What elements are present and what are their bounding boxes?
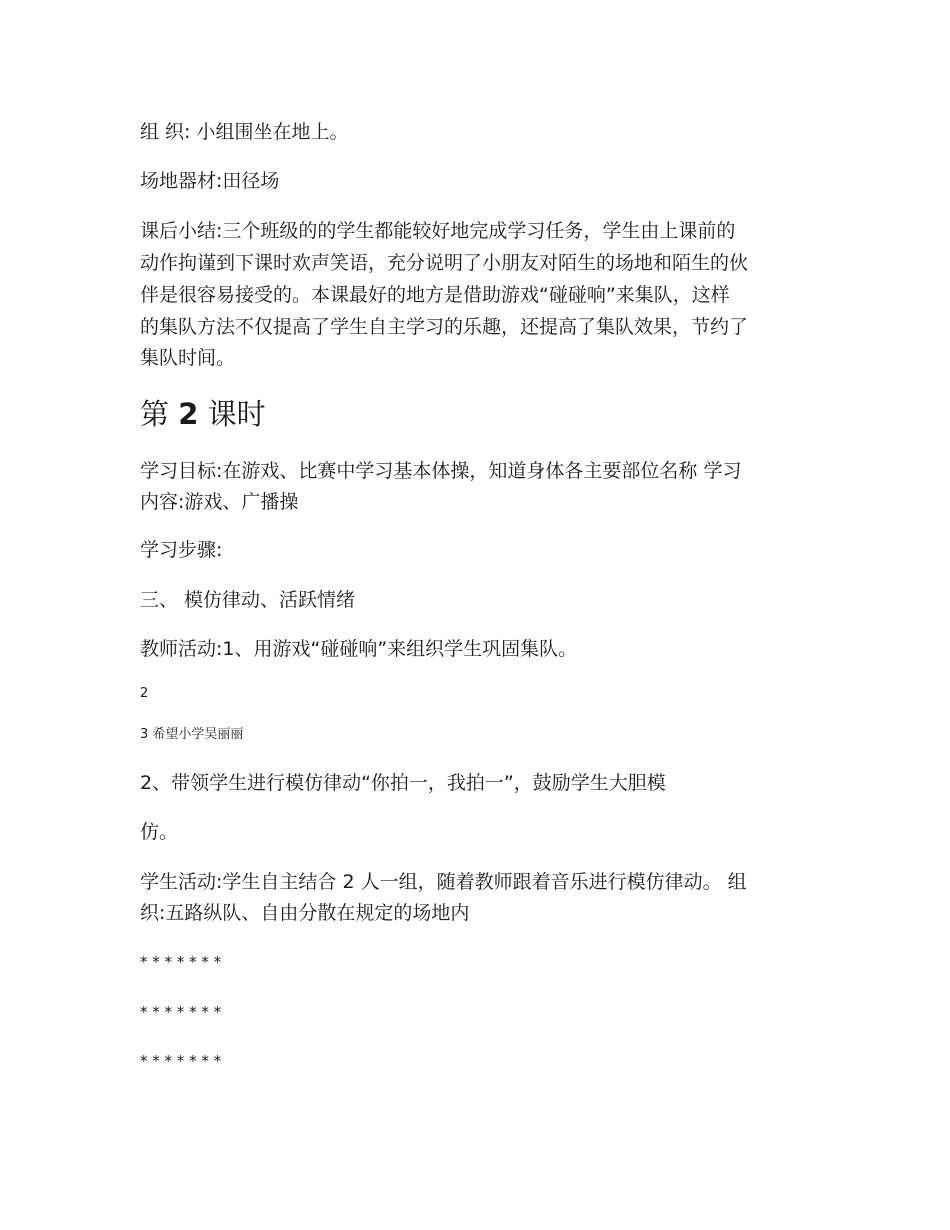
student-activity-1: 学生活动:学生自主结合 2 人一组，随着教师跟着音乐进行模仿律动。 组 xyxy=(140,871,747,893)
heading-number: 2 xyxy=(178,397,199,431)
summary-line-5: 集队时间。 xyxy=(140,347,236,369)
formation-row-1: * * * * * * * xyxy=(140,953,222,971)
lesson-heading xyxy=(140,396,266,432)
student-activity-2: 织:五路纵队、自由分散在规定的场地内 xyxy=(140,902,470,924)
footer-author: 3 希望小学吴丽丽 xyxy=(140,727,244,742)
steps-line: 学习步骤: xyxy=(140,539,223,561)
page-number: 2 xyxy=(140,686,149,701)
summary-line-1: 课后小结:三个班级的的学生都能较好地完成学习任务，学生由上课前的 xyxy=(140,220,736,242)
teacher-activity-1: 教师活动:1、用游戏“碰碰响”来组织学生巩固集队。 xyxy=(140,638,578,660)
teacher-activity-2-cont: 仿。 xyxy=(140,821,179,843)
goal-line-1: 学习目标:在游戏、比赛中学习基本体操，知道身体各主要部位名称 学习 xyxy=(140,460,742,482)
heading-suffix: 课时 xyxy=(198,397,266,431)
section-three: 三、 模仿律动、活跃情绪 xyxy=(140,589,356,611)
summary-line-2: 动作拘谨到下课时欢声笑语，充分说明了小朋友对陌生的场地和陌生的伙 xyxy=(140,252,749,274)
venue-line: 场地器材:田径场 xyxy=(140,170,280,192)
formation-row-2: * * * * * * * xyxy=(140,1003,222,1021)
heading-prefix: 第 xyxy=(140,397,179,431)
summary-line-3: 伴是很容易接受的。本课最好的地方是借助游戏“碰碰响”来集队，这样 xyxy=(140,284,730,306)
goal-line-2: 内容:游戏、广播操 xyxy=(140,491,299,513)
formation-row-3: * * * * * * * xyxy=(140,1052,222,1070)
organize-line: 组 织: 小组围坐在地上。 xyxy=(140,121,349,143)
summary-line-4: 的集队方法不仅提高了学生自主学习的乐趣，还提高了集队效果，节约了 xyxy=(140,316,749,338)
teacher-activity-2: 2、带领学生进行模仿律动“你拍一，我拍一”，鼓励学生大胆模 xyxy=(140,772,666,794)
